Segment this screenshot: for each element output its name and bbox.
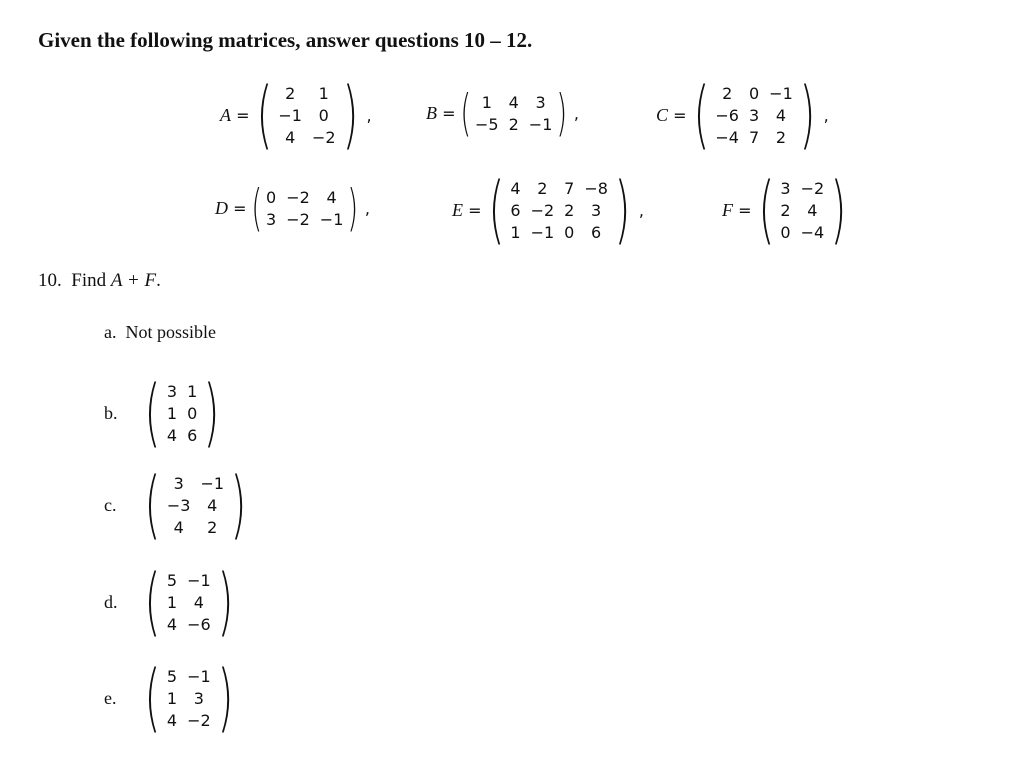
matrix-cell: −1 (200, 473, 225, 493)
matrix-cell: −2 (800, 178, 825, 198)
matrix-label: D = (215, 197, 247, 218)
option-d-matrix (138, 559, 240, 645)
matrix-d-definition (215, 179, 370, 237)
matrix-cell: −2 (286, 209, 310, 229)
option-d[interactable] (104, 559, 240, 645)
right-paren: ) (230, 462, 247, 548)
right-paren: ) (217, 559, 234, 645)
matrix-e-definition (452, 167, 644, 253)
right-paren: ) (203, 370, 220, 456)
matrix-cell: −2 (530, 200, 555, 220)
matrix-cell: −6 (187, 614, 211, 634)
matrix-comma: , (638, 200, 644, 220)
question-number: 10. (38, 270, 62, 291)
matrix-cell: 4 (807, 200, 818, 220)
matrix-cell: 1 (318, 83, 329, 103)
right-paren: ) (614, 167, 631, 253)
matrix-cell: −1 (530, 222, 555, 242)
matrix-cell: 4 (775, 105, 787, 125)
option-b[interactable] (104, 370, 226, 456)
matrix-cell: 3 (166, 381, 178, 401)
left-paren: ( (459, 84, 471, 142)
matrix-cell: 2 (775, 127, 787, 147)
matrix-cell: 6 (591, 222, 602, 242)
matrix-cell: −4 (800, 222, 825, 242)
matrix-cell: 2 (537, 178, 548, 198)
matrix-cell: 3 (591, 200, 602, 220)
matrix-cell: 4 (326, 187, 337, 207)
left-paren: ( (255, 72, 272, 158)
matrix-cell: −1 (528, 114, 553, 134)
matrix-cell: 4 (193, 592, 204, 612)
matrix-cell: 4 (166, 425, 178, 445)
question-text-suffix: . (156, 270, 161, 291)
matrix-cell: −5 (475, 114, 499, 134)
matrix-cell: −1 (187, 666, 211, 686)
option-letter: e. (104, 687, 117, 708)
matrix-cell: 3 (266, 209, 277, 229)
left-paren: ( (487, 167, 504, 253)
matrix-cell: 4 (285, 127, 296, 147)
matrix-label: A = (220, 104, 250, 125)
matrix-cell: 1 (481, 92, 492, 112)
matrix-grid (167, 472, 224, 538)
question-expression: A + F (110, 270, 157, 291)
question-10 (38, 270, 161, 292)
matrix-comma: , (364, 198, 370, 218)
matrix-cell: −1 (769, 83, 793, 103)
matrix-cell: 4 (508, 92, 519, 112)
matrix-cell: 5 (166, 666, 178, 686)
matrix-cell: 0 (266, 187, 277, 207)
right-paren: ) (342, 72, 358, 158)
matrix-label: E = (452, 199, 482, 220)
matrix-cell: −1 (187, 570, 211, 590)
matrix-cell: 0 (564, 222, 575, 242)
matrix-label: F = (722, 199, 752, 220)
option-e[interactable] (104, 655, 240, 741)
matrix-cell: −2 (286, 187, 310, 207)
matrix-cell: 3 (780, 178, 791, 198)
matrix-b-definition (426, 84, 579, 142)
matrix-cell: 3 (173, 473, 184, 493)
matrix-cell: 0 (187, 403, 198, 423)
matrix-cell: 1 (166, 403, 178, 423)
matrix-comma: , (823, 105, 829, 125)
matrix-cell: 4 (207, 495, 218, 515)
matrix-cell: 2 (207, 517, 218, 537)
matrix-cell: −2 (311, 127, 336, 147)
matrix-grid (475, 91, 552, 135)
left-paren: ( (144, 559, 161, 645)
option-e-matrix (138, 655, 240, 741)
left-paren: ( (250, 179, 262, 237)
matrix-cell: 4 (173, 517, 184, 537)
matrix-grid (167, 569, 211, 635)
matrix-a-definition (220, 72, 372, 158)
option-letter: d. (104, 591, 118, 612)
matrix-cell: 4 (510, 178, 521, 198)
matrix-cell: −4 (715, 127, 739, 147)
matrix-cell: 0 (780, 222, 791, 242)
matrix-grid (278, 82, 335, 148)
matrix-cell: −3 (166, 495, 191, 515)
matrix-cell: −8 (584, 178, 608, 198)
matrix-cell: 2 (780, 200, 791, 220)
matrix-grid (715, 82, 792, 148)
matrix-cell: 1 (166, 688, 178, 708)
right-paren: ) (217, 655, 234, 741)
option-letter: a. (104, 322, 117, 342)
option-a[interactable] (104, 322, 216, 343)
matrix-cell: 2 (285, 83, 296, 103)
matrix-grid (510, 177, 608, 243)
matrix-cell: 7 (748, 127, 760, 147)
matrix-grid (780, 177, 824, 243)
option-c-matrix (138, 462, 253, 548)
matrix-cell: 2 (508, 114, 519, 134)
matrix-grid (167, 665, 211, 731)
option-letter: c. (104, 494, 117, 515)
matrix-cell: 3 (748, 105, 760, 125)
matrix-cell: −2 (187, 710, 211, 730)
matrix-cell: 5 (166, 570, 178, 590)
question-text-prefix: Find (71, 270, 111, 291)
matrix-cell: 2 (564, 200, 575, 220)
matrix-c-definition (656, 72, 829, 158)
matrix-cell: 1 (166, 592, 178, 612)
matrix-grid (167, 380, 197, 446)
right-paren: ) (830, 167, 847, 253)
matrix-cell: 2 (722, 83, 733, 103)
left-paren: ( (693, 72, 709, 158)
matrix-cell: 3 (193, 688, 204, 708)
matrix-cell: 4 (166, 710, 178, 730)
matrix-comma: , (366, 105, 372, 125)
matrix-label: B = (426, 102, 456, 123)
option-b-matrix (138, 370, 226, 456)
matrix-label: C = (656, 104, 687, 125)
matrix-cell: 1 (187, 381, 198, 401)
left-paren: ( (757, 167, 774, 253)
matrix-cell: −1 (319, 209, 344, 229)
matrix-cell: 7 (564, 178, 575, 198)
option-letter: b. (104, 402, 118, 423)
matrix-cell: 0 (318, 105, 329, 125)
right-paren: ) (347, 179, 359, 237)
matrix-f-definition (722, 167, 853, 253)
option-text: Not possible (125, 322, 217, 342)
matrix-cell: 0 (748, 83, 760, 103)
left-paren: ( (144, 655, 161, 741)
right-paren: ) (556, 84, 568, 142)
page-title: Given the following matrices, answer questions 10 – 12. (38, 28, 533, 52)
matrix-cell: −6 (715, 105, 739, 125)
option-c[interactable] (104, 462, 253, 548)
matrix-comma: , (573, 103, 579, 123)
matrix-cell: −1 (278, 105, 302, 125)
matrix-grid (266, 186, 343, 230)
matrix-cell: 6 (187, 425, 198, 445)
matrix-cell: 3 (535, 92, 546, 112)
left-paren: ( (144, 462, 161, 548)
matrix-cell: 1 (510, 222, 521, 242)
matrix-cell: 4 (166, 614, 178, 634)
matrix-cell: 6 (510, 200, 521, 220)
left-paren: ( (144, 370, 161, 456)
right-paren: ) (799, 72, 816, 158)
